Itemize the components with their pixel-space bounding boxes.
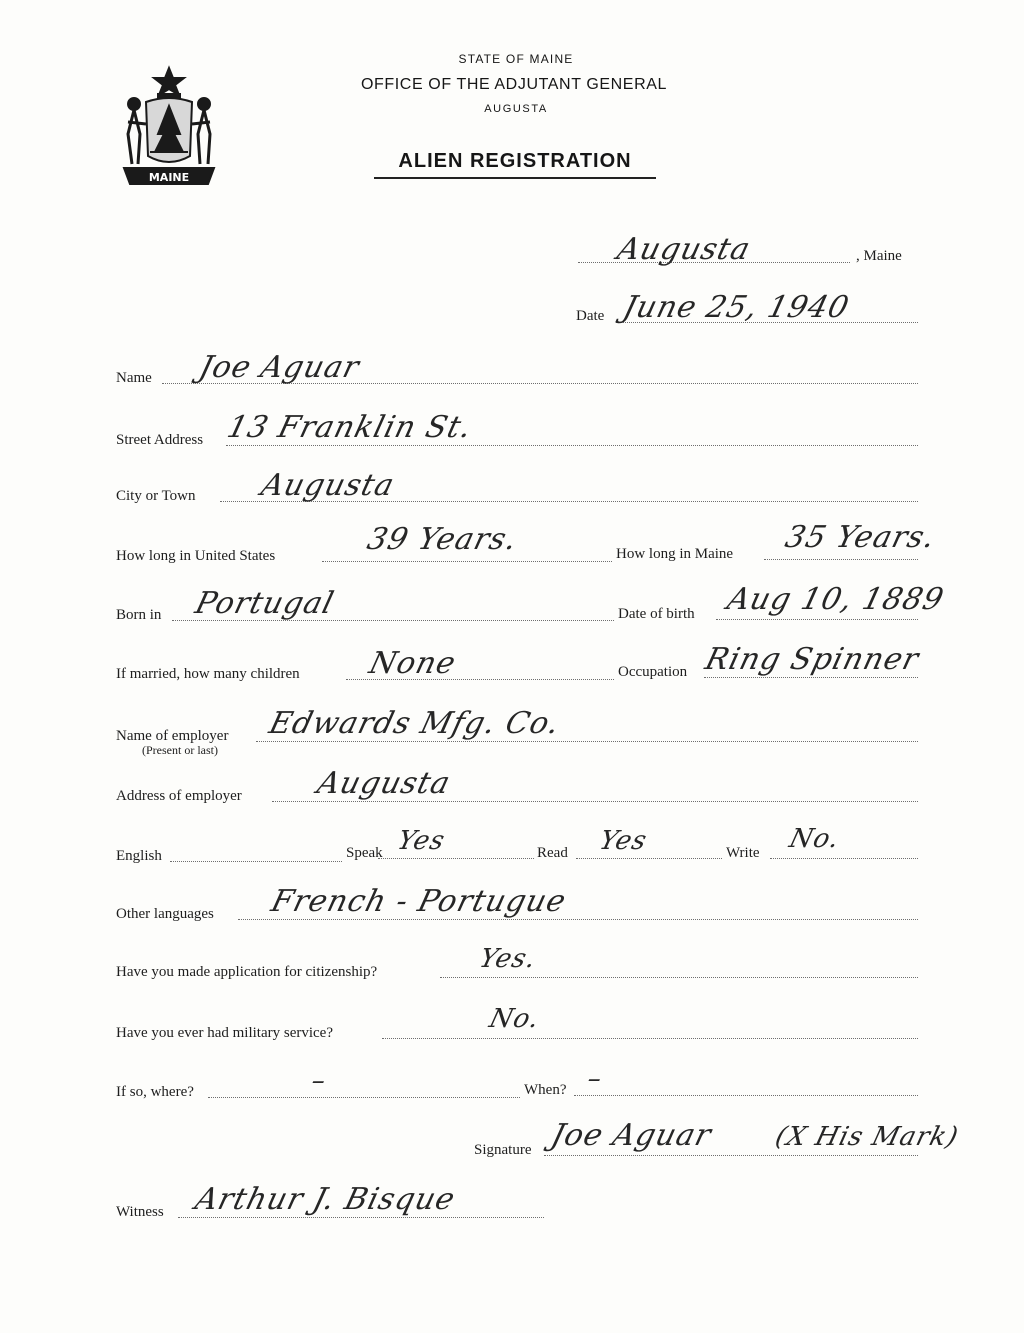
english-field-line — [170, 861, 342, 862]
where-label: If so, where? — [116, 1084, 194, 1100]
date-label: Date — [576, 308, 605, 324]
signature-value: Joe Aguar — [547, 1118, 716, 1153]
english-label: English — [116, 848, 162, 864]
years-us-field-line — [322, 561, 612, 562]
read-field-line — [576, 858, 722, 859]
military-value: No. — [486, 1004, 543, 1034]
name-label: Name — [116, 370, 152, 386]
signature-mark: (X His Mark) — [772, 1122, 962, 1152]
seal-maine-text: MAINE — [148, 171, 190, 184]
header-city: AUGUSTA — [484, 103, 548, 115]
read-value: Yes — [596, 826, 651, 856]
witness-field-line — [178, 1217, 544, 1218]
citizenship-label: Have you made application for citizenship? — [116, 964, 378, 980]
street-address-label: Street Address — [116, 432, 204, 448]
write-value: No. — [786, 824, 843, 854]
when-field-line — [574, 1095, 918, 1096]
military-field-line — [382, 1038, 918, 1039]
date-of-birth-value: Aug 10, 1889 — [723, 582, 948, 617]
witness-label: Witness — [116, 1204, 164, 1220]
years-us-label: How long in United States — [116, 548, 276, 564]
occupation-value: Ring Spinner — [701, 642, 923, 677]
occupation-field-line — [704, 677, 918, 678]
witness-value: Arthur J. Bisque — [191, 1182, 460, 1217]
years-us-value: 39 Years. — [363, 522, 522, 557]
city-label: City or Town — [116, 488, 196, 504]
military-label: Have you ever had military service? — [116, 1025, 333, 1041]
place-suffix-label: , Maine — [856, 248, 902, 264]
date-of-birth-field-line — [716, 619, 918, 620]
header-state: STATE OF MAINE — [458, 52, 574, 66]
speak-label: Speak — [346, 845, 383, 861]
signature-field-line — [544, 1155, 918, 1156]
other-languages-value: French - Portugue — [267, 884, 570, 919]
years-maine-field-line — [764, 559, 918, 560]
name-value: Joe Aguar — [195, 350, 364, 385]
when-label: When? — [524, 1082, 567, 1098]
other-languages-field-line — [238, 919, 918, 920]
citizenship-value: Yes. — [476, 944, 540, 974]
employer-name-value: Edwards Mfg. Co. — [265, 706, 564, 741]
write-label: Write — [726, 845, 760, 861]
header-office: OFFICE OF THE ADJUTANT GENERAL — [360, 76, 668, 93]
citizenship-field-line — [440, 977, 918, 978]
place-value: Augusta — [613, 232, 755, 267]
signature-label: Signature — [474, 1142, 532, 1158]
children-label: If married, how many children — [116, 666, 300, 682]
employer-name-label: Name of employer — [116, 728, 229, 744]
write-field-line — [770, 858, 918, 859]
occupation-label: Occupation — [618, 664, 688, 680]
employer-address-value: Augusta — [313, 766, 455, 801]
form-title: ALIEN REGISTRATION — [374, 150, 656, 179]
children-value: None — [365, 646, 460, 681]
where-value: – — [308, 1066, 330, 1096]
city-value: Augusta — [257, 468, 399, 503]
years-maine-value: 35 Years. — [781, 520, 940, 555]
years-maine-label: How long in Maine — [616, 546, 734, 562]
other-languages-label: Other languages — [116, 906, 214, 922]
speak-field-line — [378, 858, 534, 859]
employer-name-sublabel: (Present or last) — [142, 743, 218, 757]
date-value: June 25, 1940 — [619, 290, 853, 325]
employer-address-field-line — [272, 801, 918, 802]
where-field-line — [208, 1097, 520, 1098]
when-value: – — [584, 1064, 606, 1094]
employer-name-field-line — [256, 741, 918, 742]
street-address-value: 13 Franklin St. — [223, 410, 476, 445]
employer-address-label: Address of employer — [116, 788, 242, 804]
born-in-label: Born in — [116, 607, 162, 623]
date-of-birth-label: Date of birth — [618, 606, 695, 622]
born-in-value: Portugal — [191, 586, 338, 621]
speak-value: Yes — [394, 826, 449, 856]
read-label: Read — [537, 845, 568, 861]
street-address-field-line — [226, 445, 918, 446]
